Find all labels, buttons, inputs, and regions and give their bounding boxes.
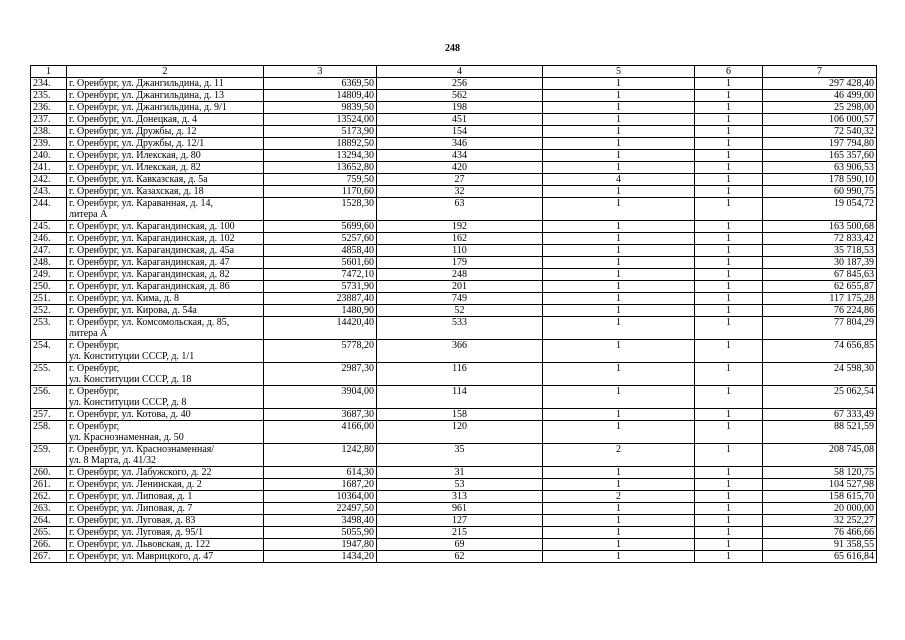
table-row xyxy=(31,257,877,269)
table-row xyxy=(31,340,877,363)
row-number-cell: 239. xyxy=(31,138,67,150)
col4-value-cell: 31 xyxy=(377,467,543,479)
col5-value-cell: 1 xyxy=(543,293,695,305)
area-cell: 5173,90 xyxy=(264,126,377,138)
col5-value-cell: 1 xyxy=(543,78,695,90)
amount-cell: 178 590,10 xyxy=(763,174,877,186)
amount-cell: 67 333,49 xyxy=(763,409,877,421)
amount-cell: 20 000,00 xyxy=(763,503,877,515)
address-cell: г. Оренбург, ул. Карагандинская, д. 82 xyxy=(67,269,264,281)
amount-cell: 74 656,85 xyxy=(763,340,877,363)
row-number-cell: 247. xyxy=(31,245,67,257)
amount-cell: 67 845,63 xyxy=(763,269,877,281)
table-row xyxy=(31,515,877,527)
col4-value-cell: 110 xyxy=(377,245,543,257)
address-cell: г. Оренбург, ул. Джангильдина, д. 9/1 xyxy=(67,102,264,114)
row-number-cell: 235. xyxy=(31,90,67,102)
col4-value-cell: 749 xyxy=(377,293,543,305)
col5-value-cell: 1 xyxy=(543,467,695,479)
row-number-cell: 250. xyxy=(31,281,67,293)
row-number-cell: 267. xyxy=(31,551,67,563)
row-number-cell: 258. xyxy=(31,421,67,444)
amount-cell: 24 598,30 xyxy=(763,363,877,386)
table-row xyxy=(31,150,877,162)
amount-cell: 208 745,08 xyxy=(763,444,877,467)
table-row xyxy=(31,174,877,186)
col6-value-cell: 1 xyxy=(695,126,763,138)
col6-value-cell: 1 xyxy=(695,245,763,257)
col6-value-cell: 1 xyxy=(695,186,763,198)
area-cell: 13294,30 xyxy=(264,150,377,162)
col4-value-cell: 198 xyxy=(377,102,543,114)
row-number-cell: 266. xyxy=(31,539,67,551)
col5-value-cell: 1 xyxy=(543,162,695,174)
col6-value-cell: 1 xyxy=(695,138,763,150)
row-number-cell: 244. xyxy=(31,198,67,221)
area-cell: 4858,40 xyxy=(264,245,377,257)
address-cell: г. Оренбург, ул. Кирова, д. 54а xyxy=(67,305,264,317)
col4-value-cell: 256 xyxy=(377,78,543,90)
col5-value-cell: 1 xyxy=(543,539,695,551)
amount-cell: 19 054,72 xyxy=(763,198,877,221)
column-header: 5 xyxy=(543,66,695,78)
table-row xyxy=(31,539,877,551)
address-cell: г. Оренбург, ул. Луговая, д. 83 xyxy=(67,515,264,527)
amount-cell: 58 120,75 xyxy=(763,467,877,479)
col4-value-cell: 35 xyxy=(377,444,543,467)
col6-value-cell: 1 xyxy=(695,305,763,317)
area-cell: 1687,20 xyxy=(264,479,377,491)
table-row xyxy=(31,78,877,90)
row-number-cell: 249. xyxy=(31,269,67,281)
col5-value-cell: 1 xyxy=(543,305,695,317)
column-header: 3 xyxy=(264,66,377,78)
col4-value-cell: 63 xyxy=(377,198,543,221)
table-row xyxy=(31,245,877,257)
col5-value-cell: 1 xyxy=(543,269,695,281)
address-cell: г. Оренбург, ул. Ленинская, д. 2 xyxy=(67,479,264,491)
col6-value-cell: 1 xyxy=(695,293,763,305)
row-number-cell: 243. xyxy=(31,186,67,198)
area-cell: 5699,60 xyxy=(264,221,377,233)
address-cell: г. Оренбург, ул. Кима, д. 8 xyxy=(67,293,264,305)
table-row xyxy=(31,221,877,233)
col6-value-cell: 1 xyxy=(695,162,763,174)
col6-value-cell: 1 xyxy=(695,233,763,245)
col4-value-cell: 434 xyxy=(377,150,543,162)
col5-value-cell: 1 xyxy=(543,363,695,386)
col5-value-cell: 1 xyxy=(543,186,695,198)
amount-cell: 32 252,27 xyxy=(763,515,877,527)
amount-cell: 77 804,29 xyxy=(763,317,877,340)
address-cell: г. Оренбург, ул. Илекская, д. 82 xyxy=(67,162,264,174)
address-cell: г. Оренбург, ул. Казахская, д. 18 xyxy=(67,186,264,198)
row-number-cell: 252. xyxy=(31,305,67,317)
col4-value-cell: 116 xyxy=(377,363,543,386)
amount-cell: 297 428,40 xyxy=(763,78,877,90)
column-header: 1 xyxy=(31,66,67,78)
col6-value-cell: 1 xyxy=(695,539,763,551)
area-cell: 22497,50 xyxy=(264,503,377,515)
amount-cell: 104 527,98 xyxy=(763,479,877,491)
address-cell: г. Оренбург, ул. Конституции СССР, д. 18 xyxy=(67,363,264,386)
address-cell: г. Оренбург, ул. Дружбы, д. 12 xyxy=(67,126,264,138)
row-number-cell: 254. xyxy=(31,340,67,363)
amount-cell: 88 521,59 xyxy=(763,421,877,444)
row-number-cell: 262. xyxy=(31,491,67,503)
col5-value-cell: 1 xyxy=(543,515,695,527)
col4-value-cell: 27 xyxy=(377,174,543,186)
col4-value-cell: 313 xyxy=(377,491,543,503)
col6-value-cell: 1 xyxy=(695,467,763,479)
table-row xyxy=(31,102,877,114)
col6-value-cell: 1 xyxy=(695,503,763,515)
row-number-cell: 248. xyxy=(31,257,67,269)
col5-value-cell: 1 xyxy=(543,409,695,421)
table-row xyxy=(31,198,877,221)
col4-value-cell: 62 xyxy=(377,551,543,563)
col4-value-cell: 32 xyxy=(377,186,543,198)
amount-cell: 76 466,66 xyxy=(763,527,877,539)
row-number-cell: 240. xyxy=(31,150,67,162)
col6-value-cell: 1 xyxy=(695,421,763,444)
col5-value-cell: 2 xyxy=(543,491,695,503)
col4-value-cell: 162 xyxy=(377,233,543,245)
row-number-cell: 253. xyxy=(31,317,67,340)
row-number-cell: 251. xyxy=(31,293,67,305)
col4-value-cell: 201 xyxy=(377,281,543,293)
row-number-cell: 234. xyxy=(31,78,67,90)
table-row xyxy=(31,114,877,126)
amount-cell: 65 616,84 xyxy=(763,551,877,563)
col4-value-cell: 69 xyxy=(377,539,543,551)
col5-value-cell: 1 xyxy=(543,150,695,162)
amount-cell: 25 298,00 xyxy=(763,102,877,114)
col5-value-cell: 1 xyxy=(543,245,695,257)
row-number-cell: 257. xyxy=(31,409,67,421)
area-cell: 5731,90 xyxy=(264,281,377,293)
col4-value-cell: 366 xyxy=(377,340,543,363)
row-number-cell: 237. xyxy=(31,114,67,126)
address-cell: г. Оренбург, ул. Конституции СССР, д. 1/1 xyxy=(67,340,264,363)
row-number-cell: 259. xyxy=(31,444,67,467)
col4-value-cell: 127 xyxy=(377,515,543,527)
table-row xyxy=(31,186,877,198)
area-cell: 1170,60 xyxy=(264,186,377,198)
col5-value-cell: 1 xyxy=(543,317,695,340)
area-cell: 9839,50 xyxy=(264,102,377,114)
data-table xyxy=(30,65,877,563)
table-row xyxy=(31,126,877,138)
col5-value-cell: 1 xyxy=(543,281,695,293)
table-row xyxy=(31,90,877,102)
col4-value-cell: 451 xyxy=(377,114,543,126)
col4-value-cell: 420 xyxy=(377,162,543,174)
col6-value-cell: 1 xyxy=(695,386,763,409)
address-cell: г. Оренбург, ул. Донецкая, д. 4 xyxy=(67,114,264,126)
col4-value-cell: 562 xyxy=(377,90,543,102)
area-cell: 3687,30 xyxy=(264,409,377,421)
col6-value-cell: 1 xyxy=(695,515,763,527)
col6-value-cell: 1 xyxy=(695,363,763,386)
col6-value-cell: 1 xyxy=(695,317,763,340)
area-cell: 6369,50 xyxy=(264,78,377,90)
col6-value-cell: 1 xyxy=(695,221,763,233)
address-cell: г. Оренбург, ул. Краснознаменная, д. 50 xyxy=(67,421,264,444)
column-header: 7 xyxy=(763,66,877,78)
address-cell: г. Оренбург, ул. Луговая, д. 95/1 xyxy=(67,527,264,539)
area-cell: 4166,00 xyxy=(264,421,377,444)
table-row xyxy=(31,293,877,305)
amount-cell: 30 187,39 xyxy=(763,257,877,269)
col6-value-cell: 1 xyxy=(695,90,763,102)
area-cell: 2987,30 xyxy=(264,363,377,386)
col4-value-cell: 53 xyxy=(377,479,543,491)
col5-value-cell: 1 xyxy=(543,527,695,539)
col5-value-cell: 1 xyxy=(543,257,695,269)
table-row xyxy=(31,527,877,539)
table-row xyxy=(31,281,877,293)
col4-value-cell: 533 xyxy=(377,317,543,340)
col4-value-cell: 346 xyxy=(377,138,543,150)
address-cell: г. Оренбург, ул. Конституции СССР, д. 8 xyxy=(67,386,264,409)
table-row xyxy=(31,269,877,281)
row-number-cell: 245. xyxy=(31,221,67,233)
table-row xyxy=(31,503,877,515)
col4-value-cell: 961 xyxy=(377,503,543,515)
address-cell: г. Оренбург, ул. Львовская, д. 122 xyxy=(67,539,264,551)
area-cell: 759,50 xyxy=(264,174,377,186)
col6-value-cell: 1 xyxy=(695,198,763,221)
row-number-cell: 256. xyxy=(31,386,67,409)
table-row xyxy=(31,467,877,479)
amount-cell: 117 175,28 xyxy=(763,293,877,305)
area-cell: 10364,00 xyxy=(264,491,377,503)
column-header: 6 xyxy=(695,66,763,78)
area-cell: 18892,50 xyxy=(264,138,377,150)
address-cell: г. Оренбург, ул. Караванная, д. 14, литера А xyxy=(67,198,264,221)
table-row xyxy=(31,386,877,409)
amount-cell: 91 358,55 xyxy=(763,539,877,551)
header-row xyxy=(31,66,877,78)
col5-value-cell: 1 xyxy=(543,340,695,363)
table-row xyxy=(31,551,877,563)
row-number-cell: 242. xyxy=(31,174,67,186)
address-cell: г. Оренбург, ул. Липовая, д. 7 xyxy=(67,503,264,515)
amount-cell: 197 794,80 xyxy=(763,138,877,150)
amount-cell: 72 540,32 xyxy=(763,126,877,138)
col5-value-cell: 1 xyxy=(543,221,695,233)
col6-value-cell: 1 xyxy=(695,527,763,539)
col5-value-cell: 1 xyxy=(543,503,695,515)
amount-cell: 163 500,68 xyxy=(763,221,877,233)
table-row xyxy=(31,479,877,491)
row-number-cell: 255. xyxy=(31,363,67,386)
address-cell: г. Оренбург, ул. Карагандинская, д. 45а xyxy=(67,245,264,257)
col5-value-cell: 1 xyxy=(543,386,695,409)
col5-value-cell: 1 xyxy=(543,138,695,150)
address-cell: г. Оренбург, ул. Кавказская, д. 5а xyxy=(67,174,264,186)
col4-value-cell: 154 xyxy=(377,126,543,138)
col4-value-cell: 248 xyxy=(377,269,543,281)
col6-value-cell: 1 xyxy=(695,269,763,281)
row-number-cell: 264. xyxy=(31,515,67,527)
address-cell: г. Оренбург, ул. Лабужского, д. 22 xyxy=(67,467,264,479)
amount-cell: 158 615,70 xyxy=(763,491,877,503)
col6-value-cell: 1 xyxy=(695,491,763,503)
col6-value-cell: 1 xyxy=(695,257,763,269)
address-cell: г. Оренбург, ул. Карагандинская, д. 102 xyxy=(67,233,264,245)
area-cell: 3904,00 xyxy=(264,386,377,409)
col4-value-cell: 120 xyxy=(377,421,543,444)
amount-cell: 76 224,86 xyxy=(763,305,877,317)
row-number-cell: 238. xyxy=(31,126,67,138)
amount-cell: 63 906,53 xyxy=(763,162,877,174)
amount-cell: 46 499,00 xyxy=(763,90,877,102)
col4-value-cell: 179 xyxy=(377,257,543,269)
amount-cell: 165 357,60 xyxy=(763,150,877,162)
col5-value-cell: 1 xyxy=(543,90,695,102)
row-number-cell: 246. xyxy=(31,233,67,245)
address-cell: г. Оренбург, ул. Карагандинская, д. 100 xyxy=(67,221,264,233)
table-row xyxy=(31,363,877,386)
col5-value-cell: 1 xyxy=(543,421,695,444)
address-cell: г. Оренбург, ул. Джангильдина, д. 13 xyxy=(67,90,264,102)
col6-value-cell: 1 xyxy=(695,444,763,467)
col6-value-cell: 1 xyxy=(695,150,763,162)
table-row xyxy=(31,421,877,444)
table-row xyxy=(31,138,877,150)
area-cell: 7472,10 xyxy=(264,269,377,281)
row-number-cell: 236. xyxy=(31,102,67,114)
amount-cell: 106 000,57 xyxy=(763,114,877,126)
col5-value-cell: 1 xyxy=(543,198,695,221)
address-cell: г. Оренбург, ул. Липовая, д. 1 xyxy=(67,491,264,503)
col6-value-cell: 1 xyxy=(695,114,763,126)
table-row xyxy=(31,444,877,467)
col4-value-cell: 215 xyxy=(377,527,543,539)
column-header: 2 xyxy=(67,66,264,78)
address-cell: г. Оренбург, ул. Маврицкого, д. 47 xyxy=(67,551,264,563)
col4-value-cell: 114 xyxy=(377,386,543,409)
area-cell: 614,30 xyxy=(264,467,377,479)
table-row xyxy=(31,317,877,340)
area-cell: 1947,80 xyxy=(264,539,377,551)
col5-value-cell: 1 xyxy=(543,102,695,114)
area-cell: 1528,30 xyxy=(264,198,377,221)
area-cell: 14420,40 xyxy=(264,317,377,340)
amount-cell: 62 655,87 xyxy=(763,281,877,293)
area-cell: 13652,80 xyxy=(264,162,377,174)
address-cell: г. Оренбург, ул. Илекская, д. 80 xyxy=(67,150,264,162)
area-cell: 1434,20 xyxy=(264,551,377,563)
amount-cell: 35 718,53 xyxy=(763,245,877,257)
col4-value-cell: 192 xyxy=(377,221,543,233)
col4-value-cell: 52 xyxy=(377,305,543,317)
address-cell: г. Оренбург, ул. Карагандинская, д. 47 xyxy=(67,257,264,269)
area-cell: 3498,40 xyxy=(264,515,377,527)
area-cell: 23887,40 xyxy=(264,293,377,305)
address-cell: г. Оренбург, ул. Комсомольская, д. 85, литера А xyxy=(67,317,264,340)
row-number-cell: 265. xyxy=(31,527,67,539)
area-cell: 5257,60 xyxy=(264,233,377,245)
area-cell: 5778,20 xyxy=(264,340,377,363)
col6-value-cell: 1 xyxy=(695,174,763,186)
amount-cell: 60 990,75 xyxy=(763,186,877,198)
address-cell: г. Оренбург, ул. Джангильдина, д. 11 xyxy=(67,78,264,90)
col6-value-cell: 1 xyxy=(695,479,763,491)
row-number-cell: 260. xyxy=(31,467,67,479)
area-cell: 14809,40 xyxy=(264,90,377,102)
row-number-cell: 263. xyxy=(31,503,67,515)
area-cell: 1480,90 xyxy=(264,305,377,317)
area-cell: 13524,00 xyxy=(264,114,377,126)
address-cell: г. Оренбург, ул. Карагандинская, д. 86 xyxy=(67,281,264,293)
col5-value-cell: 2 xyxy=(543,444,695,467)
area-cell: 5601,60 xyxy=(264,257,377,269)
amount-cell: 25 062,54 xyxy=(763,386,877,409)
page-number: 248 xyxy=(445,43,460,54)
column-header: 4 xyxy=(377,66,543,78)
col4-value-cell: 158 xyxy=(377,409,543,421)
col5-value-cell: 1 xyxy=(543,114,695,126)
col6-value-cell: 1 xyxy=(695,281,763,293)
table-row xyxy=(31,409,877,421)
address-cell: г. Оренбург, ул. Краснознаменная/ ул. 8 Марта, д. 41/32 xyxy=(67,444,264,467)
col6-value-cell: 1 xyxy=(695,409,763,421)
col5-value-cell: 1 xyxy=(543,126,695,138)
address-cell: г. Оренбург, ул. Дружбы, д. 12/1 xyxy=(67,138,264,150)
col6-value-cell: 1 xyxy=(695,551,763,563)
table-row xyxy=(31,162,877,174)
amount-cell: 72 833,42 xyxy=(763,233,877,245)
col5-value-cell: 1 xyxy=(543,233,695,245)
row-number-cell: 261. xyxy=(31,479,67,491)
col5-value-cell: 4 xyxy=(543,174,695,186)
row-number-cell: 241. xyxy=(31,162,67,174)
col5-value-cell: 1 xyxy=(543,479,695,491)
col6-value-cell: 1 xyxy=(695,102,763,114)
area-cell: 5055,90 xyxy=(264,527,377,539)
area-cell: 1242,80 xyxy=(264,444,377,467)
col6-value-cell: 1 xyxy=(695,78,763,90)
table-row xyxy=(31,491,877,503)
col6-value-cell: 1 xyxy=(695,340,763,363)
address-cell: г. Оренбург, ул. Котова, д. 40 xyxy=(67,409,264,421)
table-row xyxy=(31,233,877,245)
table-row xyxy=(31,305,877,317)
col5-value-cell: 1 xyxy=(543,551,695,563)
